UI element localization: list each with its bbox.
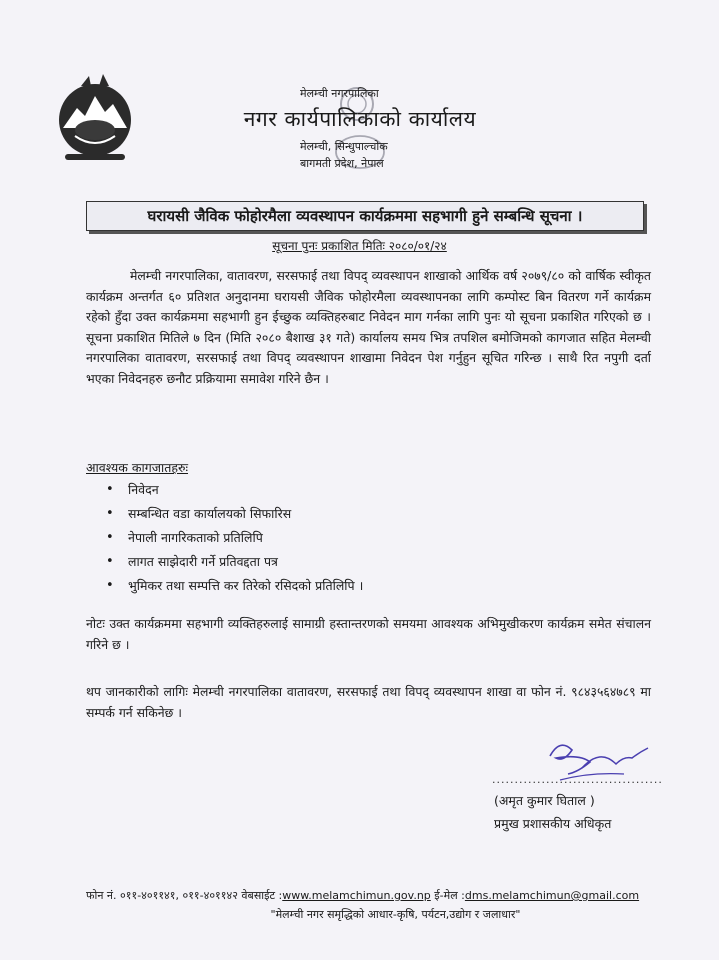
- letterhead: [230, 86, 490, 171]
- more-info: थप जानकारीको लागिः मेलम्ची नगरपालिका वातावरण, सरसफाई तथा विपद् व्यवस्थापन शाखा वा फोन नं. ९८४३५६४७८९ मा सम्पर्क गर्न सकिनेछ ।: [86, 684, 651, 720]
- footer-contact: [86, 888, 639, 903]
- requirements-heading: आवश्यक कागजातहरुः: [86, 460, 189, 475]
- municipality-name: मेलम्ची नगरपालिका: [300, 87, 379, 100]
- notice-note: नोटः उक्त कार्यक्रममा सहभागी व्यक्तिहरुलाई सामाग्री हस्तान्तरणको समयमा आवश्यक अभिमुखीकरण कार्यक्रम समेत संचालन गरिने छ ।: [86, 616, 651, 652]
- bullet-icon: •: [106, 530, 114, 545]
- republished-date: [0, 237, 719, 254]
- office-name: नगर कार्यपालिकाको कार्यालय: [243, 107, 477, 131]
- signer-title: प्रमुख प्रशासकीय अधिकृत: [494, 816, 612, 831]
- bullet-icon: •: [106, 482, 114, 497]
- footer-website-link[interactable]: www.melamchimun.gov.np: [282, 889, 431, 902]
- signer-name: (अमृत कुमार घिताल ): [494, 793, 595, 808]
- requirement-text: लागत साझेदारी गर्ने प्रतिवद्दता पत्र: [128, 554, 278, 569]
- signature-line: ......................................: [492, 773, 663, 786]
- nepal-emblem-icon: [55, 72, 135, 164]
- list-item: [106, 502, 363, 526]
- office-province: बागमती प्रदेश, नेपाल: [300, 157, 384, 170]
- requirement-text: सम्बन्धित वडा कार्यालयको सिफारिस: [128, 506, 292, 521]
- requirements-list: [106, 478, 363, 598]
- notice-title: [86, 201, 644, 231]
- notice-title-text: घरायसी जैविक फोहोरमैला व्यवस्थापन कार्यक्रममा सहभागी हुने सम्बन्धि सूचना ।: [147, 207, 583, 225]
- list-item: [106, 526, 363, 550]
- footer-phone: फोन नं. ०११-४०११४१, ०११-४०११४२ वेबसाईट :: [86, 889, 283, 902]
- footer-slogan: "मेलम्ची नगर समृद्धिको आधार-कृषि, पर्यटन,उद्योग र जलाधार": [270, 908, 521, 921]
- footer-email-label: ई-मेल :: [430, 889, 465, 902]
- list-item: [106, 574, 363, 598]
- list-item: [106, 550, 363, 574]
- list-item: [106, 478, 363, 502]
- bullet-icon: •: [106, 506, 114, 521]
- requirement-text: निवेदन: [128, 482, 159, 497]
- notice-body: मेलम्ची नगरपालिका, वातावरण, सरसफाई तथा विपद् व्यवस्थापन शाखाको आर्थिक वर्ष २०७९/८० को वार्षिक स्वीकृत कार्यक्रम अन्तर्गत ६० प्रतिशत अनुदानमा घरायसी जैविक फोहोरमैला व्यवस्थापनका लागि कम्पोस्ट बिन वितरण गर्ने कार्यक्रम रहेको हुँदा उक्त कार्यक्रममा सहभागी हुन ईच्छुक व्यक्तिहरुबाट निवेदन माग गर्नका लागि पुनः यो सूचना प्रकाशित गरिएको छ । सूचना प्रकाशित मितिले ७ दिन (मिति २०८० बैशाख ३१ गते) कार्यालय समय भित्र तपशिल बमोजिमको कागजात सहित मेलम्ची नगरपालिका वातावरण, सरसफाई तथा विपद् व्यवस्थापन शाखामा निवेदन पेश गर्नुहुन सूचित गरिन्छ । साथै रित नपुगी दर्ता भएका निवेदनहरु छनौट प्रक्रियामा समावेश गरिने छैन ।: [86, 268, 651, 386]
- bullet-icon: •: [106, 578, 114, 593]
- requirement-text: भुमिकर तथा सम्पत्ति कर तिरेको रसिदको प्रतिलिपि ।: [128, 578, 364, 593]
- footer-email-link[interactable]: dms.melamchimun@gmail.com: [464, 889, 640, 902]
- republished-date-text: सूचना पुनः प्रकाशित मितिः २०८०/०१/२४: [272, 239, 447, 253]
- bullet-icon: •: [106, 554, 114, 569]
- office-location: मेलम्ची, सिन्धुपाल्चोक: [300, 140, 388, 153]
- requirement-text: नेपाली नागरिकताको प्रतिलिपि: [128, 530, 263, 545]
